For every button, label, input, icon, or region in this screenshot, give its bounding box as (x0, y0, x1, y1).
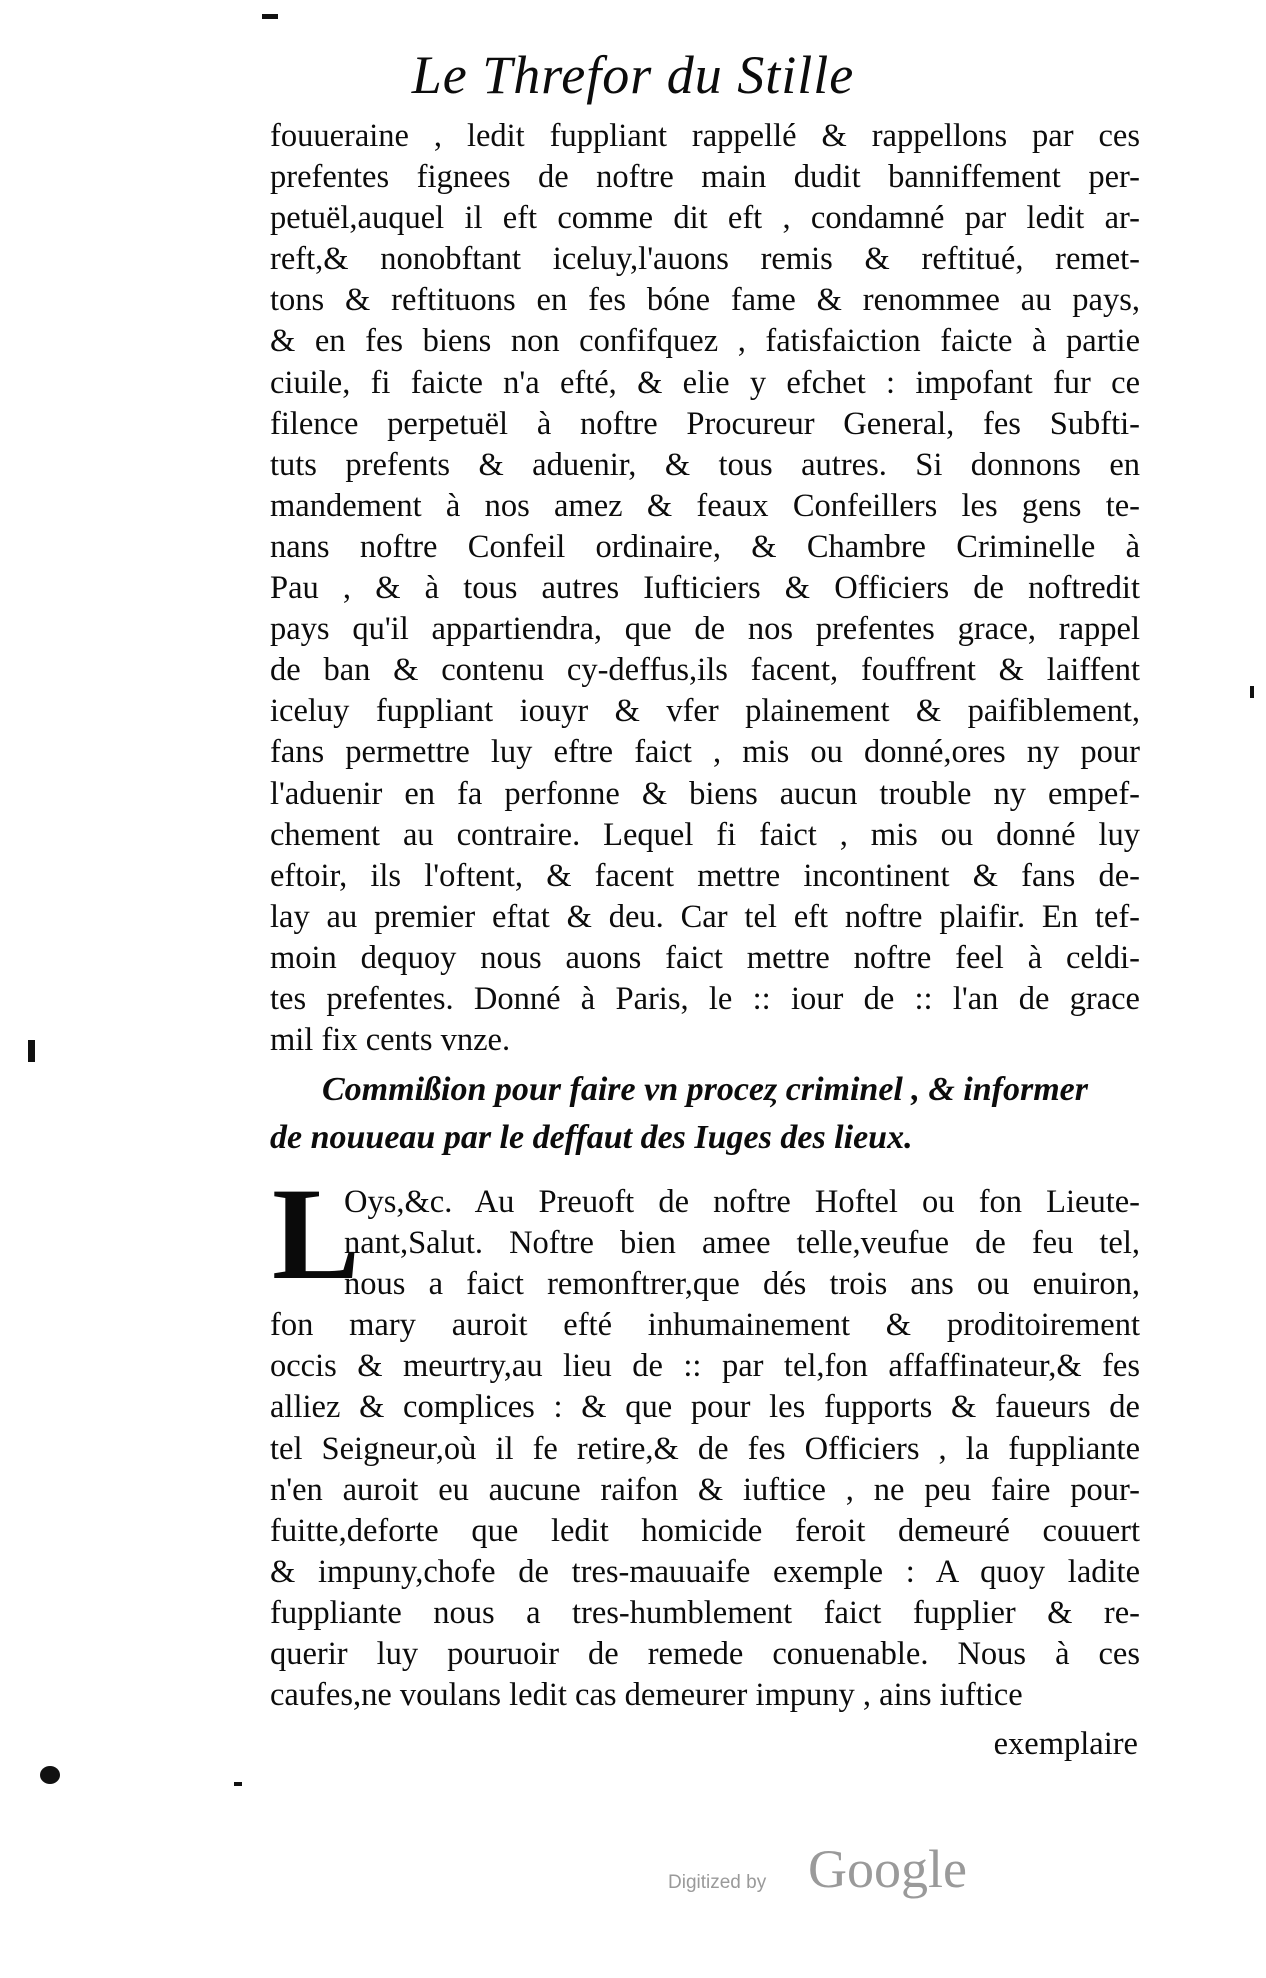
text-line: Pau , & à tous autres Iufticiers & Officiers de noftredit (270, 570, 1140, 607)
text-line: de ban & contenu cy-deffus,ils facent, fouffrent & laiffent (270, 652, 1140, 689)
ink-mark-left-margin (28, 1040, 35, 1062)
text-line: fon mary auroit efté inhumainement & proditoirement (270, 1307, 1140, 1344)
text-line: occis & meurtry,au lieu de :: par tel,fon affaffinateur,& fes (270, 1348, 1140, 1385)
text-line: fuppliante nous a tres-humblement faict fupplier & re- (270, 1594, 1140, 1631)
text-line: & impuny,chofe de tres-mauuaife exemple : A quoy ladite (270, 1553, 1140, 1590)
text-line: alliez & complices : & que pour les fupports & faueurs de (270, 1389, 1140, 1426)
drop-cap-initial: L (272, 1160, 361, 1307)
text-line: nous a faict remonftrer,que dés trois ans ou enuiron, (344, 1266, 1140, 1303)
ink-mark-lower (234, 1782, 242, 1786)
text-line: nans noftre Confeil ordinaire, & Chambre Criminelle à (270, 528, 1140, 565)
text-line: Oys,&c. Au Preuoft de noftre Hoftel ou fon Lieute- (344, 1184, 1140, 1220)
digitized-by-label: Digitized by (668, 1872, 767, 1893)
section-heading (270, 1066, 1140, 1162)
text-line: iceluy fuppliant iouyr & vfer plainement & paifiblement, (270, 693, 1140, 730)
text-line: mil fix cents vnze. (270, 1022, 511, 1059)
text-line: tuts prefents & aduenir, & tous autres. Si donnons en (270, 446, 1140, 483)
ink-mark-right-margin (1250, 686, 1254, 698)
text-line: n'en auroit eu aucune raifon & iuftice , ne peu faire pour- (270, 1471, 1140, 1508)
google-logo-text: Google (808, 1839, 967, 1899)
paragraph-1 (270, 116, 1140, 1061)
text-line: fans permettre luy eftre faict , mis ou donné,ores ny pour (270, 734, 1140, 771)
text-line: pays qu'il appartiendra, que de nos prefentes grace, rappel (270, 611, 1140, 648)
text-line: lay au premier eftat & deu. Car tel eft noftre plaifir. En tef- (270, 898, 1140, 935)
text-line: filence perpetuël à noftre Procureur General, fes Subfti- (270, 405, 1140, 442)
text-line: tons & reftituons en fes bóne fame & renommee au pays, (270, 282, 1140, 319)
text-line: & en fes biens non confifquez , fatisfaiction faicte à partie (270, 323, 1140, 360)
text-line: eftoir, ils l'oftent, & facent mettre incontinent & fans de- (270, 857, 1140, 894)
text-line: chement au contraire. Lequel fi faict , mis ou donné luy (270, 816, 1140, 853)
catchword: exemplaire (993, 1726, 1138, 1762)
running-head: Le Threfor du Stille (411, 45, 855, 105)
text-line: tel Seigneur,où il fe retire,& de fes Officiers , la fuppliante (270, 1430, 1140, 1467)
paragraph-2 (270, 1160, 1140, 1716)
text-line: reft,& nonobftant iceluy,l'auons remis & reftitué, remet- (270, 241, 1140, 278)
text-line: caufes,ne voulans ledit cas demeurer impuny , ains iuftice (270, 1677, 1023, 1714)
text-line: Commißion pour faire vn proceȥ criminel , & informer (322, 1071, 1088, 1108)
text-line: prefentes fignees de noftre main dudit banniffement per- (270, 159, 1140, 196)
text-line: petuël,auquel il eft comme dit eft , condamné par ledit ar- (270, 200, 1140, 237)
text-line: mandement à nos amez & feaux Confeillers les gens te- (270, 487, 1140, 524)
text-line: fouueraine , ledit fuppliant rappellé & rappellons par ces (270, 118, 1140, 154)
text-line: nant,Salut. Noftre bien amee telle,veufue de feu tel, (344, 1225, 1140, 1262)
text-line: fuitte,deforte que ledit homicide feroit demeuré couuert (270, 1512, 1140, 1549)
text-line: de nouueau par le deffaut des Iuges des lieux. (270, 1119, 913, 1156)
text-line: ciuile, fi faicte n'a efté, & elie y efchet : impofant fur ce (270, 364, 1140, 401)
text-line: querir luy pouruoir de remede conuenable. Nous à ces (270, 1636, 1140, 1673)
text-line: tes prefentes. Donné à Paris, le :: iour de :: l'an de grace (270, 980, 1140, 1017)
text-line: moin dequoy nous auons faict mettre noftre feel à celdi- (270, 939, 1140, 976)
ink-mark-top (262, 14, 278, 19)
ink-blot-left-margin (40, 1766, 60, 1784)
text-line: l'aduenir en fa perfonne & biens aucun trouble ny empef- (270, 775, 1140, 812)
